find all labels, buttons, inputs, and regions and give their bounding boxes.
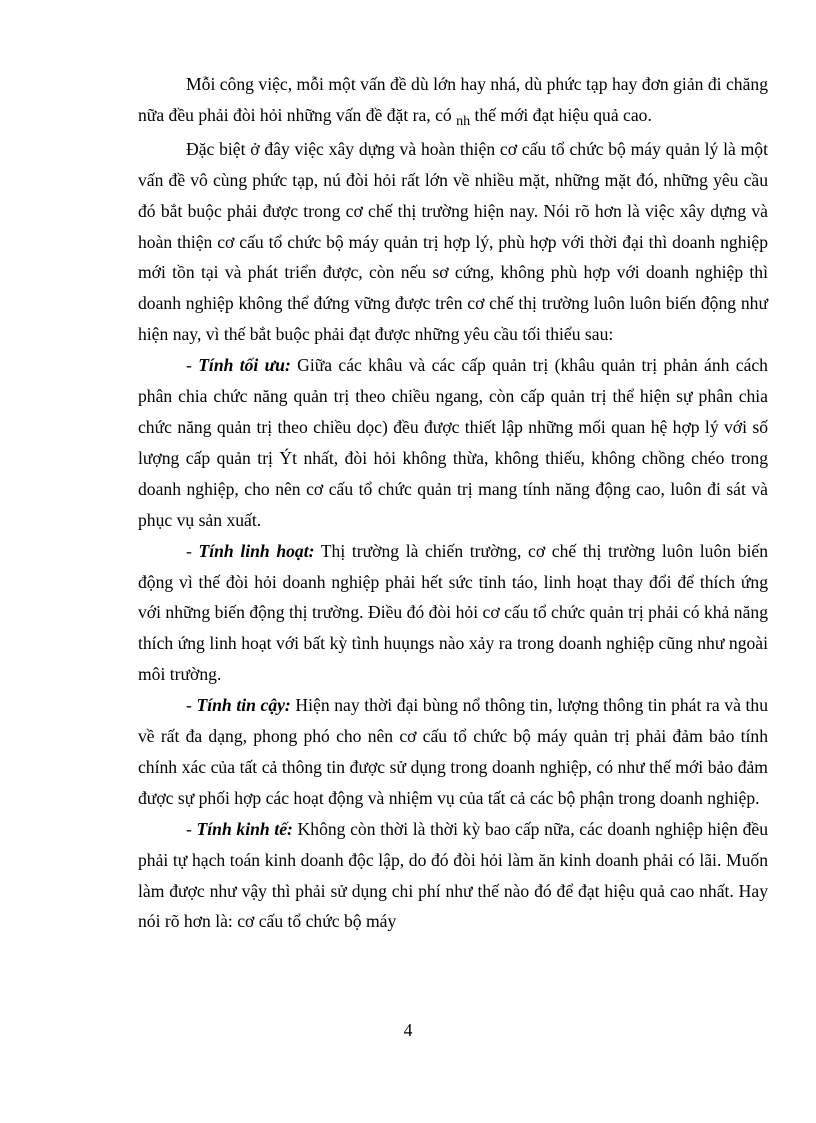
page-number: 4 — [403, 1020, 413, 1040]
requirement-dash: - — [186, 355, 199, 376]
requirement-title: Tính linh hoạt: — [198, 540, 315, 561]
requirement-title: Tính tin cậy: — [196, 695, 291, 716]
requirement-text: Giữa các khâu và các cấp quản trị (khâu quản trị phản ánh cách phân chia chức năng quản trị theo chiều ngang, còn cấp quản trị thể hiện sự phân chia chức năng quản trị theo chiều dọc) đều được thiết lập những mối quan hệ hợp lý với số lượng cấp quản trị Ýt nhất, đòi hỏi không thừa, không thiếu, không chồng chéo trong doanh nghiệp, cho nên cơ cấu tổ chức quản trị mang tính năng động cao, luôn đi sát và phục vụ sản xuất. — [138, 355, 768, 530]
requirement-dash: - — [186, 540, 199, 561]
requirement-title: Tính kinh tế: — [196, 818, 293, 839]
requirement-flexible — [138, 536, 768, 691]
requirement-text: Không còn thời là thời kỳ bao cấp nữa, các doanh nghiệp hiện đều phải tự hạch toán kinh doanh độc lập, do đó đòi hỏi làm ăn kinh doanh phải có lãi. Muốn làm được như vậy thì phải sử dụng chi phí như thế nào đó để đạt hiệu quả cao nhất. Hay nói rõ hơn là: cơ cấu tổ chức bộ máy — [138, 818, 768, 932]
paragraph-structure: Đặc biệt ở đây việc xây dựng và hoàn thiện cơ cấu tổ chức bộ máy quản lý là một vấn đề vô cùng phức tạp, nú đòi hỏi rất lớn về nhiều mặt, những mặt đó, những yêu cầu đó bắt buộc phải được trong cơ chế thị trường hiện nay. Nói rõ hơn là việc xây dựng và hoàn thiện cơ cấu tổ chức bộ máy quản trị hợp lý, phù hợp với thời đại thì doanh nghiệp mới tồn tại và phát triển được, còn nếu sơ cứng, không phù hợp với doanh nghiệp thì doanh nghiệp không thể đứng vững được trên cơ chế thị trường luôn luôn biến động như hiện nay, vì thế bắt buộc phải đạt được những yêu cầu tối thiểu sau: — [138, 138, 768, 345]
requirement-optimal — [138, 350, 768, 535]
requirement-title: Tính tối ưu: — [198, 355, 291, 376]
requirement-reliable — [138, 690, 768, 814]
paragraph-intro — [138, 69, 768, 134]
paragraph-intro-text-end: thế mới đạt hiệu quả cao. — [470, 104, 652, 125]
paragraph-intro-subscript: nh — [456, 113, 471, 129]
paragraph-intro-text: Mỗi công việc, mỗi một vấn đề dù lớn hay nhá, dù phức tạp hay đơn giản đi chăng nữa đều phải đòi hỏi những vấn đề đặt ra, có — [138, 74, 768, 125]
requirement-text: Thị trường là chiến trường, cơ chế thị trường luôn luôn biến động vì thế đòi hỏi doanh nghiệp phải hết sức tỉnh táo, linh hoạt thay đổi để thích ứng với những biến động thị trường. Điều đó đòi hỏi cơ cấu tổ chức quản trị phải có khả năng thích ứng linh hoạt với bất kỳ tình huụngs nào xảy ra trong doanh nghiệp cũng như ngoài môi trường. — [138, 540, 768, 685]
requirement-text: Hiện nay thời đại bùng nổ thông tin, lượng thông tin phát ra và thu về rất đa dạng, phong phó cho nên cơ cấu tổ chức bộ máy quản trị phải đảm bảo tính chính xác của tất cả thông tin được sử dụng trong doanh nghiệp, có như thế mới bảo đảm được sự phối hợp các hoạt động và nhiệm vụ của tất cả các bộ phận trong doanh nghiệp. — [138, 695, 769, 808]
requirement-dash: - — [186, 818, 197, 839]
body-text — [138, 69, 768, 937]
requirement-economic — [138, 814, 768, 938]
requirement-dash: - — [186, 695, 197, 716]
